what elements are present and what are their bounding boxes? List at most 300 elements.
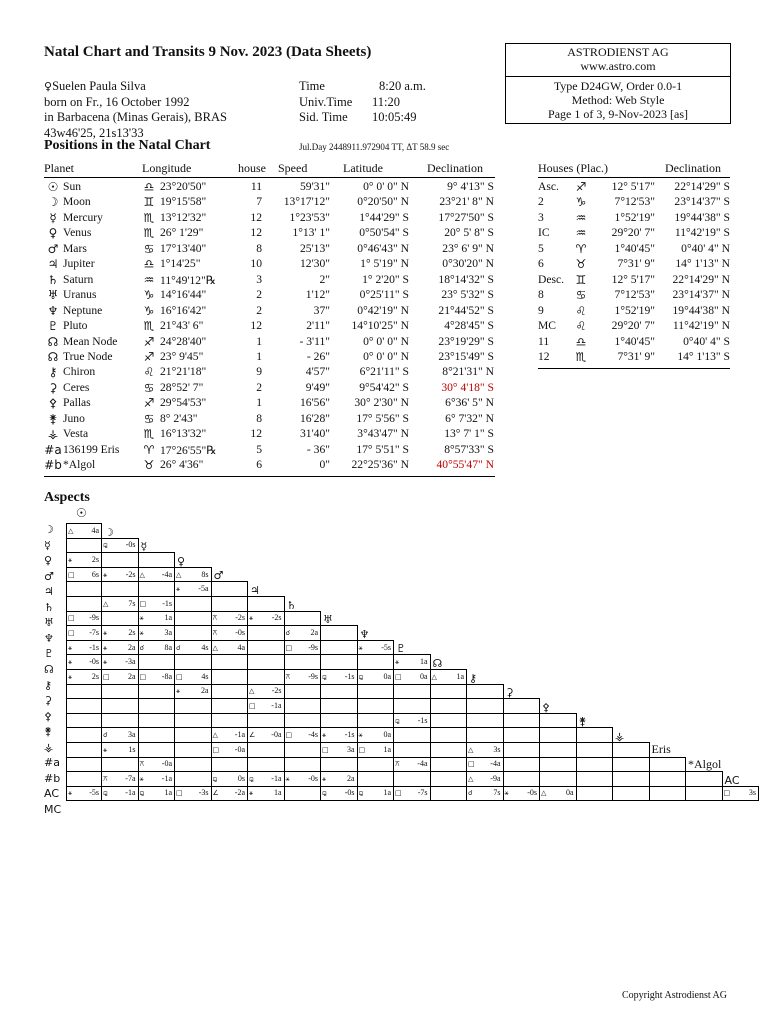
aspect-symbol-icon: □	[103, 672, 110, 681]
aspect-orb: 4s	[201, 671, 209, 681]
planet-latitude: 0°50'54" S	[359, 226, 409, 240]
house-name: 9	[538, 303, 544, 317]
aspect-cell	[284, 713, 321, 728]
positions-header-rule	[44, 177, 495, 178]
planet-longitude: 23°20'50"	[160, 180, 207, 193]
aspect-column-label: ⚶	[615, 729, 625, 743]
aspect-symbol-icon: ⚼	[322, 672, 327, 681]
aspect-orb: 1a	[273, 788, 282, 798]
aspect-symbol-icon: ⚹	[249, 614, 254, 623]
aspect-orb: 4s	[201, 642, 209, 652]
aspect-cell	[576, 742, 613, 757]
zodiac-sign-icon: ♏	[143, 226, 155, 241]
aspect-cell	[284, 757, 321, 772]
aspect-cell	[138, 772, 175, 787]
aspect-orb: -7s	[417, 788, 428, 798]
aspect-column-label: ♀	[177, 554, 186, 568]
aspect-row	[67, 728, 759, 743]
aspect-orb: 8a	[164, 642, 172, 652]
aspect-orb: -1s	[162, 598, 172, 608]
zodiac-sign-icon: ♉	[143, 458, 155, 473]
aspect-orb: -0s	[235, 627, 245, 637]
aspect-row-label: ♀	[44, 554, 53, 568]
aspect-cell	[503, 772, 540, 787]
planet-house: 8	[256, 411, 262, 425]
aspect-cell	[540, 713, 577, 728]
aspect-symbol-icon: ☌	[176, 643, 181, 652]
aspect-symbol-icon: ⚼	[249, 774, 254, 783]
aspect-column-label: ⚵	[578, 715, 587, 728]
aspect-cell	[248, 640, 285, 655]
aspect-cell	[321, 786, 358, 801]
planet-declination: 9° 4'13" S	[447, 180, 494, 193]
planet-declination: 8°57'33" S	[444, 442, 494, 456]
aspect-cell	[138, 582, 175, 597]
aspect-cell	[321, 655, 358, 670]
zodiac-sign-icon: ♏	[575, 349, 587, 364]
aspect-cell	[321, 699, 358, 714]
aspect-row	[67, 611, 759, 626]
aspect-cell	[394, 742, 431, 757]
planet-latitude: 0° 0' 0" N	[363, 334, 409, 348]
aspect-orb: -1s	[344, 730, 355, 740]
univ-time-value: 11:20	[372, 94, 401, 109]
planet-declination: 8°21'31" N	[442, 365, 494, 379]
planet-name: Venus	[63, 226, 92, 240]
aspect-column-label: ⚷	[469, 671, 478, 685]
chart-method: Method: Web Style	[571, 93, 665, 107]
planet-latitude: 0°25'11" S	[359, 288, 409, 302]
aspect-orb: 2a	[127, 642, 136, 652]
planet-latitude: 17° 5'51" S	[356, 442, 409, 456]
planet-glyph-icon: ♀	[48, 226, 58, 241]
aspect-cell	[430, 786, 467, 801]
aspect-cell	[467, 772, 504, 787]
aspect-cell	[321, 772, 358, 787]
zodiac-sign-icon: ♎	[143, 180, 155, 194]
planet-declination: 40°55'47" N	[436, 458, 494, 472]
aspect-cell	[102, 699, 139, 714]
aspect-cell	[211, 772, 248, 787]
aspect-cell	[321, 713, 358, 728]
aspect-cell	[175, 757, 212, 772]
aspect-row-label: ⚵	[44, 725, 53, 739]
house-name: 6	[538, 257, 544, 271]
house-name: 11	[538, 334, 550, 348]
time-info	[299, 79, 426, 126]
aspect-orb: -1a	[161, 773, 172, 783]
planet-latitude: 1°44'29" S	[359, 210, 409, 224]
aspect-orb: -1a	[234, 730, 245, 740]
aspect-cell	[67, 524, 102, 539]
planet-declination: 23° 5'32" S	[441, 288, 494, 302]
aspect-row-label: ⚳	[44, 694, 53, 708]
aspect-cell	[321, 757, 358, 772]
planet-longitude: 29°54'53"	[160, 396, 207, 410]
aspect-symbol-icon: □	[139, 672, 147, 681]
house-name: 3	[538, 210, 544, 224]
aspect-symbol-icon: △	[176, 570, 182, 579]
planet-glyph-icon: ☊	[47, 349, 59, 364]
planet-latitude: 3°43'47" N	[357, 427, 409, 441]
aspect-row	[67, 699, 759, 714]
aspect-cell	[394, 757, 431, 772]
aspect-orb: 3s	[748, 788, 756, 798]
aspect-orb: -0s	[344, 788, 355, 798]
aspect-cell	[175, 655, 212, 670]
aspect-cell	[175, 742, 212, 757]
aspect-cell	[175, 582, 212, 597]
aspect-symbol-icon: ⚹	[176, 585, 181, 594]
planet-glyph-icon: ♃	[47, 257, 59, 272]
house-name: 12	[538, 349, 550, 363]
aspect-cell	[102, 742, 139, 757]
aspect-cell	[576, 772, 613, 787]
planet-name: Uranus	[63, 288, 97, 302]
planet-house: 7	[256, 195, 262, 209]
aspect-cell	[284, 611, 321, 626]
planet-glyph-icon: ⚵	[48, 411, 58, 426]
planet-declination: 18°14'32" S	[438, 272, 494, 286]
aspect-symbol-icon: □	[285, 731, 293, 740]
aspect-orb: -0s	[308, 773, 318, 783]
aspect-row-label: MC	[44, 802, 62, 816]
aspect-cell	[248, 757, 285, 772]
planet-house: 12	[250, 210, 262, 224]
aspect-cell	[357, 786, 394, 801]
aspect-cell	[248, 611, 285, 626]
house-name: 8	[538, 288, 544, 302]
aspect-cell	[321, 626, 358, 641]
planet-name: Sun	[63, 180, 82, 193]
aspect-cell	[357, 772, 394, 787]
aspect-cell	[102, 728, 139, 743]
zodiac-sign-icon: ♐	[143, 396, 155, 411]
aspect-cell	[102, 582, 139, 597]
aspect-cell	[102, 669, 139, 684]
zodiac-sign-icon: ♏	[143, 427, 155, 442]
house-name: 5	[538, 241, 544, 255]
aspect-orb: 3a	[164, 627, 172, 637]
aspect-cell	[284, 699, 321, 714]
aspect-orb: -1a	[271, 773, 282, 783]
aspect-cell	[248, 669, 285, 684]
aspect-symbol-icon: ⚻	[103, 774, 108, 783]
col-longitude: Longitude	[142, 161, 192, 175]
aspect-row	[67, 757, 759, 772]
aspect-cell	[67, 611, 102, 626]
house-declination: 11°42'19" N	[672, 319, 730, 333]
aspect-row	[67, 553, 759, 568]
planet-glyph-icon: ☽	[47, 195, 59, 210]
planet-speed: - 36"	[306, 442, 330, 456]
house-declination: 11°42'19" S	[674, 226, 730, 240]
aspect-orb: -5a	[198, 584, 209, 594]
aspect-symbol-icon: △	[249, 687, 255, 696]
planet-name: Mercury	[63, 210, 103, 224]
houses-footer-rule	[538, 368, 730, 369]
aspect-cell	[430, 669, 467, 684]
aspect-orb: 4a	[237, 642, 245, 652]
aspect-cell	[248, 786, 285, 801]
aspect-orb: 1a	[164, 613, 172, 623]
julian-day: Jul.Day 2448911.972904 TT, ΔT 58.9 sec	[299, 142, 450, 152]
zodiac-sign-icon: ♌	[575, 319, 587, 334]
aspect-cell	[357, 640, 394, 655]
aspect-cell	[613, 742, 650, 757]
aspect-orb: -7s	[89, 627, 99, 637]
aspect-symbol-icon: △	[468, 745, 474, 754]
aspect-orb: 2a	[127, 671, 136, 681]
aspect-symbol-icon: △	[103, 599, 109, 608]
aspect-cell	[175, 713, 212, 728]
aspect-cell	[467, 684, 504, 699]
aspect-cell	[67, 669, 102, 684]
aspect-orb: 0s	[237, 773, 245, 783]
aspect-symbol-icon: ⚹	[103, 628, 108, 637]
aspect-symbol-icon: ⚻	[395, 760, 400, 769]
zodiac-sign-icon: ♎	[575, 334, 587, 349]
aspect-orb: -0s	[527, 788, 537, 798]
planet-longitude: 13°12'32"	[160, 210, 207, 224]
aspect-orb: 4a	[91, 525, 99, 535]
aspect-symbol-icon: □	[285, 643, 293, 652]
aspect-cell	[67, 713, 102, 728]
aspect-cell	[649, 757, 686, 772]
aspect-row-label: ♄	[44, 600, 54, 614]
planet-speed: 2"	[319, 272, 330, 286]
aspect-column-label: ♂	[213, 569, 224, 582]
aspect-cell	[357, 728, 394, 743]
planet-house: 12	[250, 226, 262, 240]
aspect-orb: 3a	[346, 744, 355, 754]
aspect-orb: -9s	[308, 671, 318, 681]
aspect-cell	[211, 786, 248, 801]
aspect-cell	[284, 742, 321, 757]
aspect-cell	[211, 713, 248, 728]
aspect-row	[67, 713, 759, 728]
aspect-cell	[467, 699, 504, 714]
aspect-symbol-icon: ⚼	[395, 716, 400, 725]
planet-name: *Algol	[63, 458, 96, 472]
aspect-symbol-icon: ⚼	[139, 789, 145, 798]
aspect-cell	[357, 655, 394, 670]
planet-speed: 1°23'53"	[289, 210, 330, 224]
aspect-cell	[138, 640, 175, 655]
aspect-cell	[102, 713, 139, 728]
aspect-cell	[503, 742, 540, 757]
house-name: Desc.	[538, 272, 565, 286]
univ-time-label: Univ.Time	[299, 94, 353, 109]
house-name: IC	[538, 226, 550, 240]
aspect-symbol-icon: □	[139, 599, 147, 608]
aspect-symbol-icon: □	[395, 672, 402, 681]
planet-latitude: 6°21'11" S	[359, 365, 409, 379]
planet-speed: 12'30"	[299, 257, 330, 271]
aspect-symbol-icon: △	[468, 774, 474, 783]
aspect-orb: 0a	[419, 671, 428, 681]
aspect-symbol-icon: ⚹	[68, 789, 73, 798]
aspect-symbol-icon: ☌	[139, 643, 145, 652]
planet-name: Chiron	[63, 365, 96, 379]
aspect-cell	[613, 786, 650, 801]
person-name: Suelen Paula Silva	[52, 79, 146, 93]
aspect-cell	[357, 684, 394, 699]
planet-house: 12	[250, 319, 262, 333]
aspect-cell	[394, 655, 431, 670]
aspect-cell	[102, 626, 139, 641]
aspect-cell	[248, 772, 285, 787]
planet-latitude: 30° 2'30" N	[354, 396, 409, 410]
planet-longitude: 26° 4'36"	[160, 458, 204, 472]
zodiac-sign-icon: ♊	[143, 195, 155, 210]
planet-house: 5	[256, 442, 262, 456]
aspect-symbol-icon: ⚼	[358, 789, 364, 798]
house-longitude: 1°52'19"	[614, 210, 655, 224]
aspect-column-label: ♅	[323, 613, 333, 626]
aspect-cell	[248, 713, 285, 728]
aspect-symbol-icon: ⚻	[212, 628, 218, 637]
aspect-symbol-icon: ⚼	[103, 541, 108, 550]
planet-glyph-icon: ⚷	[48, 365, 58, 380]
zodiac-sign-icon: ♒	[575, 226, 587, 241]
aspect-orb: -3s	[198, 788, 209, 798]
aspect-column-label: ☿	[140, 540, 148, 553]
aspect-orb: -2s	[271, 686, 282, 696]
aspect-cell	[175, 669, 212, 684]
aspect-cell	[175, 728, 212, 743]
aspect-cell	[67, 757, 102, 772]
aspect-orb: 8s	[201, 569, 209, 579]
aspect-cell	[430, 699, 467, 714]
aspects-heading: Aspects	[44, 490, 90, 505]
planet-longitude: 21°21'18"	[160, 365, 207, 379]
aspect-cell	[175, 684, 212, 699]
aspect-row-label: ♇	[44, 647, 54, 661]
house-longitude: 1°52'19"	[614, 303, 655, 317]
aspect-symbol-icon: ⚹	[504, 789, 509, 798]
planet-house: 1	[256, 349, 262, 363]
aspect-orb: 3a	[127, 730, 136, 740]
aspect-symbol-icon: □	[249, 701, 256, 710]
house-longitude: 7°31' 9"	[617, 349, 655, 363]
aspect-orb: 3s	[493, 744, 501, 754]
aspect-symbol-icon: ⚹	[322, 731, 327, 740]
aspect-symbol-icon: □	[212, 745, 220, 754]
zodiac-sign-icon: ♋	[143, 241, 155, 256]
aspect-row	[67, 772, 759, 787]
aspect-cell	[430, 757, 467, 772]
aspect-cell	[540, 757, 577, 772]
aspect-symbol-icon: □	[68, 570, 75, 579]
aspect-cell	[503, 786, 540, 801]
aspect-cell	[102, 567, 139, 582]
aspect-cell	[467, 742, 504, 757]
aspect-cell	[102, 684, 139, 699]
aspect-orb: 7s	[128, 598, 136, 608]
aspect-orb: -1s	[89, 642, 99, 652]
planet-glyph-icon: ☿	[49, 210, 57, 225]
aspect-cell	[102, 655, 139, 670]
aspect-cell	[467, 728, 504, 743]
aspect-row	[67, 655, 759, 670]
aspect-cell	[102, 772, 139, 787]
aspect-symbol-icon: ⚼	[322, 789, 327, 798]
aspect-symbol-icon: ⚹	[249, 789, 254, 798]
zodiac-sign-icon: ♌	[143, 365, 155, 380]
page-info: Page 1 of 3, 9-Nov-2023 [as]	[548, 107, 688, 121]
house-declination: 23°14'37" S	[674, 195, 730, 209]
aspect-cell	[102, 596, 139, 611]
zodiac-sign-icon: ♑	[143, 303, 155, 318]
aspect-symbol-icon: □	[322, 745, 329, 754]
aspect-cell	[321, 684, 358, 699]
aspect-cell	[67, 742, 102, 757]
zodiac-sign-icon: ♊	[575, 272, 587, 287]
aspect-cell	[67, 582, 102, 597]
planet-declination: 0°30'20" N	[442, 257, 494, 271]
aspect-cell	[211, 626, 248, 641]
house-declination: 22°14'29" N	[672, 272, 730, 286]
aspect-orb: 0a	[565, 788, 574, 798]
aspect-symbol-icon: △	[212, 731, 218, 740]
house-longitude: 1°40'45"	[614, 241, 655, 255]
aspect-cell	[138, 567, 175, 582]
col-house: house	[238, 161, 266, 175]
aspect-symbol-icon: △	[431, 672, 437, 681]
planet-house: 8	[256, 241, 262, 255]
aspect-symbol-icon: ⚹	[103, 745, 108, 754]
aspect-symbol-icon: ⚹	[358, 731, 363, 740]
aspect-cell	[430, 728, 467, 743]
aspect-orb: 2a	[200, 686, 209, 696]
aspect-cell	[284, 786, 321, 801]
zodiac-sign-icon: ♎	[143, 257, 155, 272]
zodiac-sign-icon: ♌	[575, 303, 587, 318]
aspect-symbol-icon: ⚻	[285, 672, 291, 681]
aspect-symbol-icon: □	[395, 789, 402, 798]
aspect-cell	[540, 772, 577, 787]
aspect-orb: 1a	[383, 788, 391, 798]
planet-house: 1	[256, 396, 262, 410]
aspect-orb: -0s	[89, 657, 99, 667]
aspect-cell	[67, 567, 102, 582]
aspect-symbol-icon: ⚹	[322, 774, 327, 783]
planet-glyph-icon: ♆	[47, 303, 59, 318]
aspect-row-label: ♅	[44, 616, 54, 630]
aspect-row	[67, 669, 759, 684]
planet-glyph-icon: ⚶	[47, 427, 59, 442]
astrodienst-box	[505, 43, 731, 124]
aspect-cell	[67, 640, 102, 655]
aspect-cell	[102, 611, 139, 626]
aspect-cell	[67, 655, 102, 670]
aspect-orb: -4a	[417, 759, 428, 769]
planet-latitude: 0° 0' 0" N	[363, 180, 409, 193]
aspect-symbol-icon: ⚹	[68, 672, 73, 681]
aspect-cell	[394, 684, 431, 699]
planet-house: 2	[256, 380, 262, 394]
aspect-cell	[394, 669, 431, 684]
planet-glyph-icon: ♂	[47, 241, 59, 256]
aspect-cell	[175, 786, 212, 801]
aspect-cell	[503, 728, 540, 743]
house-declination: 19°44'38" N	[672, 303, 730, 317]
planet-declination: 4°28'45" S	[444, 319, 494, 333]
zodiac-sign-icon: ♐	[575, 180, 587, 194]
aspect-cell	[649, 786, 686, 801]
aspect-column-label: Eris	[651, 742, 671, 757]
